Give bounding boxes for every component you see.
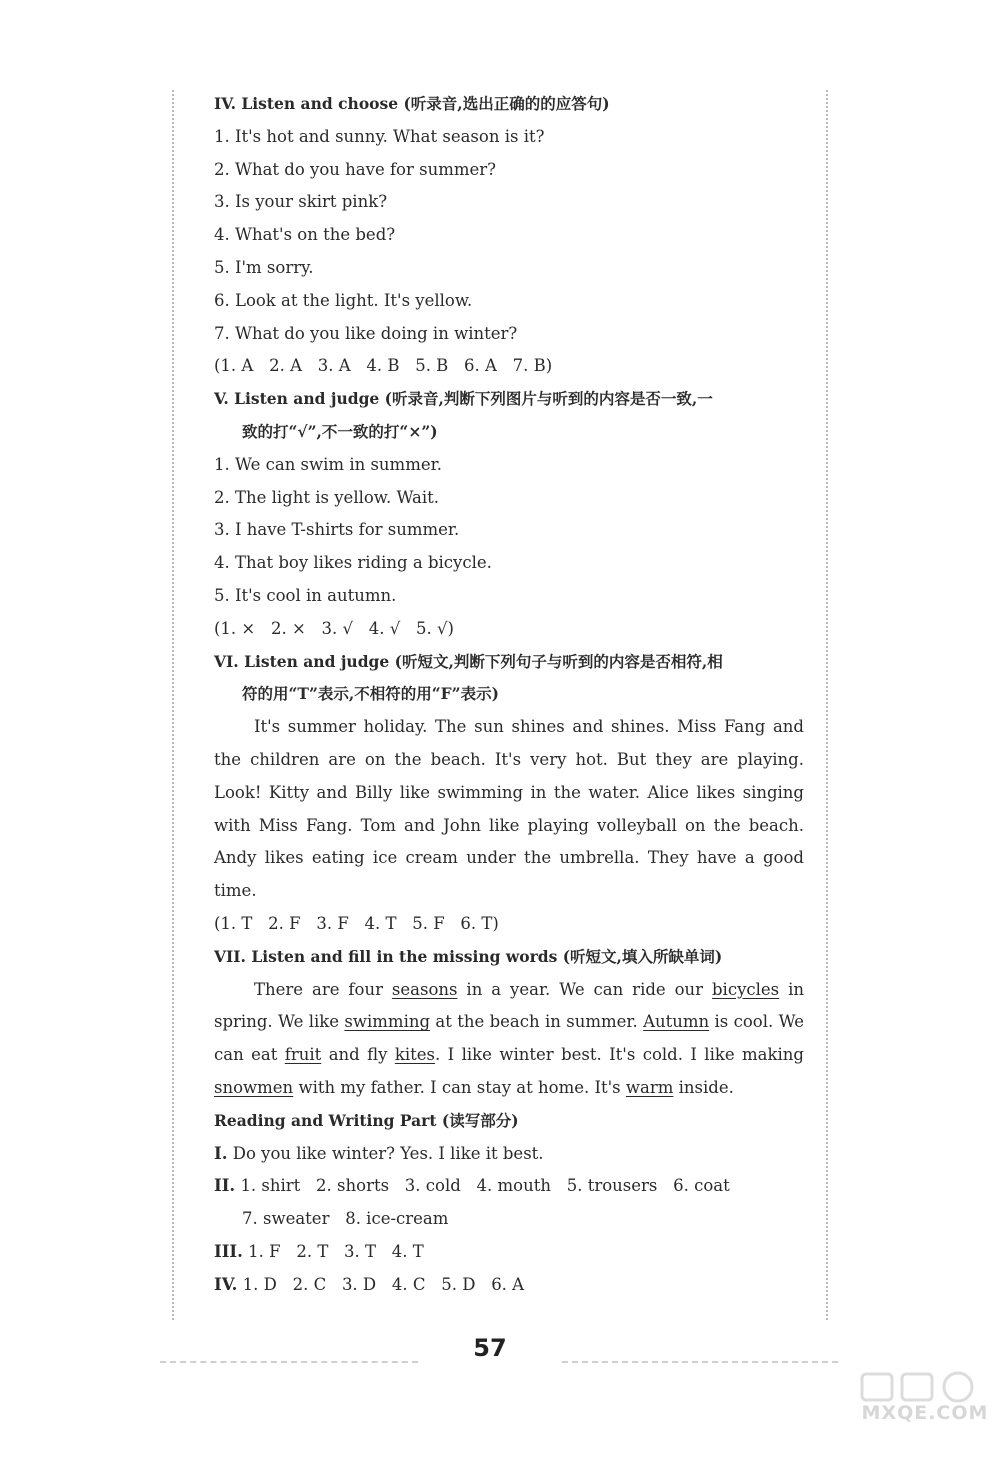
answer-content	[214, 88, 804, 1301]
filled-word: swimming	[344, 1012, 431, 1032]
filled-word: fruit	[284, 1045, 322, 1065]
watermark-text: MXQE.COM	[861, 1402, 989, 1424]
answer-key: (1. A 2. A 3. A 4. B 5. B 6. A 7. B)	[214, 356, 553, 376]
filled-word: snowmen	[214, 1077, 294, 1097]
filled-word: bicycles	[712, 979, 780, 999]
rw-item-iv: IV. 1. D 2. C 3. D 4. C 5. D 6. A	[214, 1274, 525, 1294]
reading-writing-heading: Reading and Writing Part (读写部分)	[214, 1110, 519, 1130]
filled-word: seasons	[391, 979, 458, 999]
section-vi-heading: VI. Listen and judge (听短文,判断下列句子与听到的内容是否相符,相	[214, 651, 723, 671]
footer-rule-right	[562, 1361, 838, 1363]
list-item: 4. That boy likes riding a bicycle.	[214, 553, 492, 573]
list-item: 5. I'm sorry.	[214, 257, 314, 277]
list-item: 2. The light is yellow. Wait.	[214, 487, 439, 507]
list-item: 1. It's hot and sunny. What season is it?	[214, 126, 545, 146]
section-v-heading: V. Listen and judge (听录音,判断下列图片与听到的内容是否一致,一	[214, 389, 713, 409]
answer-key: (1. × 2. × 3. √ 4. √ 5. √)	[214, 618, 454, 638]
watermark-logo-icon	[858, 1370, 978, 1404]
list-item: 7. What do you like doing in winter?	[214, 323, 518, 343]
filled-word: kites	[394, 1045, 436, 1065]
list-item: 5. It's cool in autumn.	[214, 585, 397, 605]
filled-word: Autumn	[643, 1012, 710, 1032]
rw-item-ii: II. 1. shirt 2. shorts 3. cold 4. mouth 5. trousers 6. coat	[214, 1176, 730, 1196]
section-iv-heading: IV. Listen and choose (听录音,选出正确的的应答句)	[214, 94, 610, 113]
list-item: 1. We can swim in summer.	[214, 454, 442, 474]
list-item: 4. What's on the bed?	[214, 225, 396, 245]
rw-item-iii: III. 1. F 2. T 3. T 4. T	[214, 1241, 424, 1261]
section-v-heading-cont: 致的打“√”,不一致的打“×”)	[242, 421, 438, 441]
rw-item-ii-cont: 7. sweater 8. ice-cream	[242, 1209, 449, 1229]
list-item: 3. I have T-shirts for summer.	[214, 520, 460, 540]
answer-key: (1. T 2. F 3. F 4. T 5. F 6. T)	[214, 913, 499, 933]
fill-in-passage: There are four seasons in a year. We can ride our bicycles in spring. We like swimming at the beach in summer. Autumn is cool. We can eat fruit and fly kites. I like winter best. It's cold. I like making snowmen with my father. I can stay at home. It's warm inside.	[214, 979, 804, 1097]
right-margin-line	[826, 90, 828, 1320]
rw-item-i: I. Do you like winter? Yes. I like it best.	[214, 1143, 544, 1163]
list-item: 6. Look at the light. It's yellow.	[214, 290, 473, 310]
filled-word: warm	[625, 1077, 674, 1097]
list-item: 3. Is your skirt pink?	[214, 192, 388, 212]
footer-rule-left	[160, 1361, 418, 1363]
section-vi-heading-cont: 符的用“T”表示,不相符的用“F”表示)	[242, 684, 499, 704]
left-margin-line	[172, 90, 174, 1320]
section-vii-heading: VII. Listen and fill in the missing words (听短文,填入所缺单词)	[214, 946, 723, 966]
passage-text: It's summer holiday. The sun shines and shines. Miss Fang and the children are on the beach. It's very hot. But they are playing. Look! Kitty and Billy like swimming in the water. Alice likes singing with Miss Fang. Tom and John like playing volleyball on the beach. Andy likes eating ice cream under the umbrella. They have a good time.	[214, 717, 804, 901]
list-item: 2. What do you have for summer?	[214, 159, 497, 179]
page-number: 57	[473, 1334, 507, 1362]
